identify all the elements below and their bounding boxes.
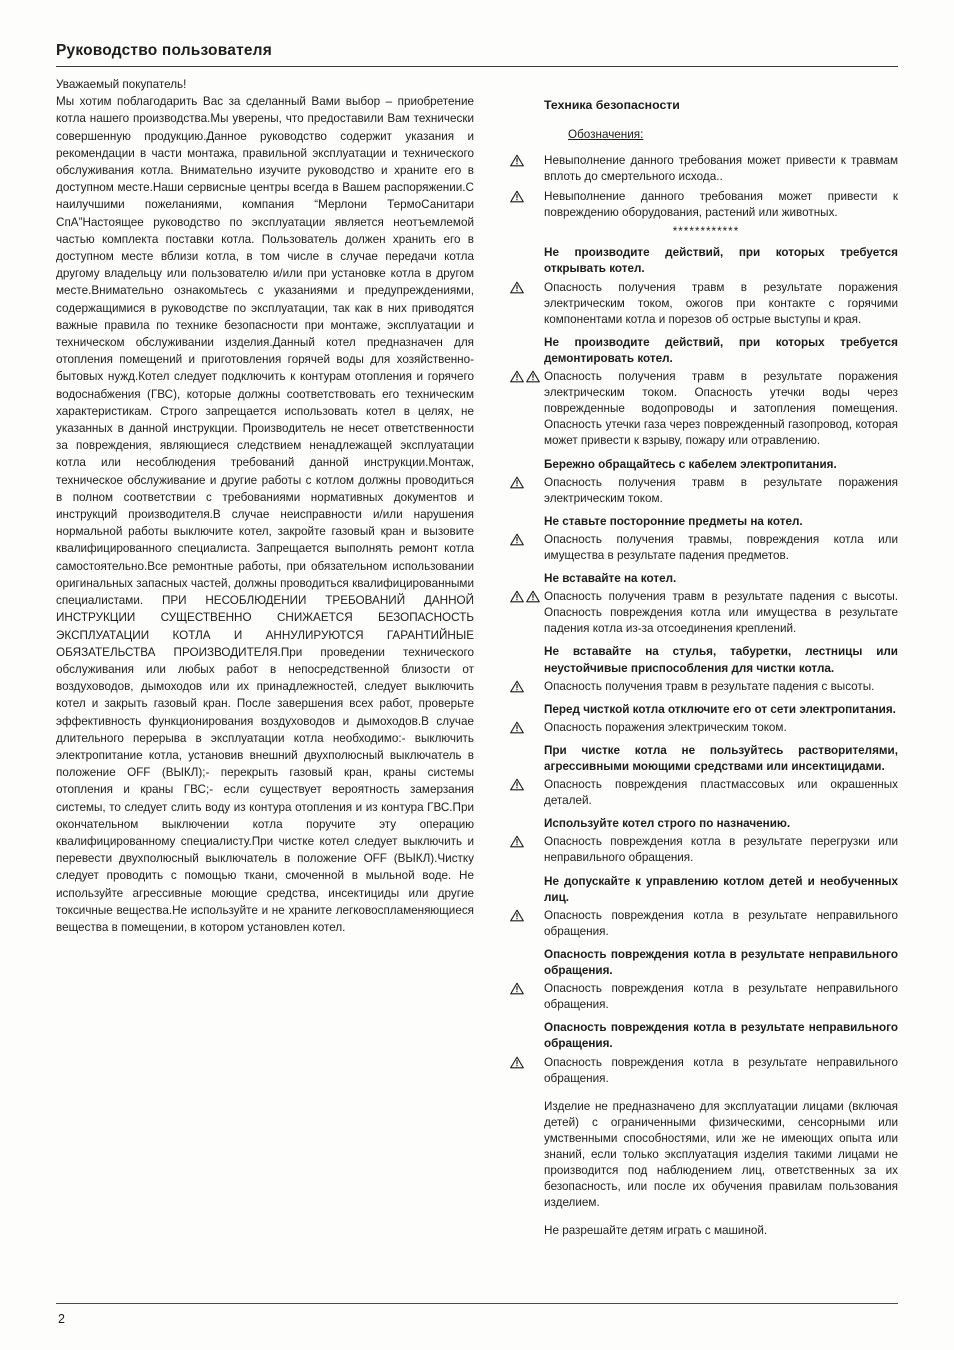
salutation-text: Уважаемый покупатель! (56, 78, 187, 91)
safety-items (510, 153, 898, 1239)
icon-gutter (510, 1020, 544, 1052)
warning-text: Опасность повреждения котла в результате неправильного обращения. (544, 908, 898, 938)
icon-gutter (510, 571, 544, 587)
warning-text: Невыполнение данного требования может привести к травмам вплоть до смертельного исхода.. (544, 154, 898, 184)
warning-text: Невыполнение данного требования может привести к повреждению оборудования, растений или животных. (544, 190, 898, 220)
instruction-text: Используйте котел строго по назначению. (544, 817, 791, 831)
warning-text: Опасность получения травмы, повреждения котла или имущества в результате падения предметов. (544, 532, 898, 562)
warning-item (510, 475, 898, 507)
instruction-item (510, 644, 898, 676)
instruction-text: Не ставьте посторонние предметы на котел. (544, 514, 803, 528)
warning-text: Опасность получения травм в результате поражения электрическим током. Опасность утечки воды через поврежденные водопроводы и затопления помещения. Опасность утечки газа через поврежденный газопровод, которая может привести к взрыву, пожару или отравлению. (544, 370, 898, 448)
warning-text: Опасность повреждения котла в результате неправильного обращения. (544, 1055, 898, 1085)
warning-item (510, 153, 898, 185)
warning-triangle-icon (526, 590, 540, 603)
separator-stars: ************ (672, 225, 740, 239)
warning-text: Опасность получения травм в результате падения с высоты. (544, 679, 875, 693)
warning-text: Опасность поражения электрическим током. (544, 720, 787, 734)
warning-triangle-icon (510, 590, 524, 603)
icon-gutter (510, 532, 544, 564)
warning-triangle-icon (510, 281, 524, 294)
warning-text: Опасность повреждения котла в результате перегрузки или неправильного обращения. (544, 835, 898, 865)
warning-triangle-icon (526, 370, 540, 383)
intro-body-text: Мы хотим поблагодарить Вас за сделанный Вами выбор – приобретение котла нашего производства.Мы уверены, что предоставили Вам технически совершенную продукцию.Данное руководство содержит указания и рекомендации в части монтажа, правильной эксплуатации и технического обслуживания котла. Внимательно изучите руководство и храните его в доступном месте.Наши сервисные центры всегда в Вашем распоряжении.С наилучшими пожеланиями, компания “Мерлони ТермоСанитари СпА”Настоящее руководство по эксплуатации является неотъемлемой частью комплекта поставки котла. Пользователь должен хранить его в доступном месте вблизи котла, в том числе в случае передачи котла другому владельцу или пользователю и/или при установке котла в другом месте.Внимательно ознакомьтесь с указаниями и предупреждениями, содержащимися в руководстве по эксплуатации, так как в них приводятся важные правила по технике безопасности при монтаже, эксплуатации и техническом обслуживании изделия.Данный котел предназначен для отопления помещений и приготовления горячей воды для хозяйственно-бытовых нужд.Котел следует подключить к контурам отопления и горячего водоснабжения (ГВС), которые должны соответствовать его техническим характеристикам. Строго запрещается использовать котел в целях, не указанных в данной инструкции. Производитель не несет ответственности за повреждения, являющиеся следствием ненадлежащей эксплуатации котла или несоблюдения требований данной инструкции.Монтаж, техническое обслуживание и другие работы с котлом должны проводиться в полном соответствии с требованиями нормативных документов и инструкций производителя.В случае неисправности и/или нарушения нормальной работы выключите котел, закройте газовый кран и вызовите квалифицированного специалиста. Запрещается выполнять ремонт котла самостоятельно.Все ремонтные работы, при обязательном использовании оригинальных запасных частей, должны проводиться квалифицированными специалистами. ПРИ НЕСОБЛЮДЕНИИ ТРЕБОВАНИЙ ДАННОЙ ИНСТРУКЦИИ СУЩЕСТВЕННО СНИЖАЕТСЯ БЕЗОПАСНОСТЬ ЭКСПЛУАТАЦИИ КОТЛА И АННУЛИРУЮТСЯ ГАРАНТИЙНЫЕ ОБЯЗАТЕЛЬСТВА ПРОИЗВОДИТЕЛЯ.При проведении технического обслуживания или любых работ в непосредственной близости от воздуховодов, дымоходов или их принадлежностей, следует выключить котел и закрыть газовый кран. После завершения всех работ, проверьте эффективность функционирования воздуховодов и дымоходов.В случае длительного перерыва в эксплуатации котла необходимо:- выключить электропитание котла, установив внешний двухполюсный выключатель в положение OFF (ВЫКЛ);- перекрыть газовый кран, краны системы отопления и краны ГВС;- если существует вероятность замерзания системы, то следует слить воду из контура отопления и из контура ГВС.При окончательном выключении котла поручите эту операцию квалифицированному специалисту.При чистке котел следует выключить и перевести двухполюсный выключатель в положение OFF (ВЫКЛ).Чистку следует проводить с помощью ткани, смоченной в мыльной воде. Не используйте агрессивные моющие средства, инсектициды или другие токсичные вещества.Не используйте и не храните легковоспламеняющиеся вещества в помещении, в котором установлен котел. (56, 95, 474, 934)
instruction-text: Не вставайте на котел. (544, 572, 677, 586)
paragraph-item (510, 1099, 898, 1212)
content-columns (56, 76, 898, 1243)
instruction-item (510, 1020, 898, 1052)
icon-gutter (510, 189, 544, 221)
icon-gutter (510, 777, 544, 809)
instruction-text: Опасность повреждения котла в результате неправильного обращения. (544, 947, 898, 978)
warning-triangle-icon (510, 778, 524, 791)
icon-gutter (510, 679, 544, 695)
icon-gutter (510, 947, 544, 979)
instruction-text: При чистке котла не пользуйтесь растворителями, агрессивными моющими средствами или инсектицидами. (544, 743, 898, 773)
icon-gutter (510, 981, 544, 1013)
paragraph-text: Не разрешайте детям играть с машиной. (544, 1224, 768, 1238)
warning-text: Опасность получения травм в результате поражения электрическим током, ожогов при контакте с горячими компонентами котла и порезов об острые выступы и края. (544, 280, 898, 326)
title-divider (56, 66, 898, 67)
legend-label: Обозначения: (568, 128, 644, 141)
warning-triangle-icon (510, 190, 524, 203)
instruction-item (510, 335, 898, 367)
warning-triangle-icon (510, 154, 524, 167)
warning-text: Опасность получения травм в результате поражения электрическим током. (544, 475, 898, 505)
instruction-item (510, 702, 898, 718)
warning-item (510, 1055, 898, 1087)
icon-gutter (510, 369, 544, 449)
warning-item (510, 280, 898, 328)
instruction-item (510, 947, 898, 979)
warning-item (510, 777, 898, 809)
icon-gutter (510, 874, 544, 906)
warning-text: Опасность повреждения котла в результате неправильного обращения. (544, 982, 898, 1012)
icon-gutter (510, 1099, 544, 1212)
icon-gutter (510, 589, 544, 637)
warning-item (510, 369, 898, 449)
icon-gutter (510, 245, 544, 277)
warning-item (510, 834, 898, 866)
icon-gutter (510, 514, 544, 530)
instruction-item (510, 457, 898, 473)
warning-triangle-icon (510, 476, 524, 489)
icon-gutter (510, 475, 544, 507)
instruction-item (510, 743, 898, 775)
safety-column (510, 76, 898, 1243)
warning-item (510, 720, 898, 736)
warning-item (510, 981, 898, 1013)
instruction-item (510, 245, 898, 277)
icon-gutter (510, 834, 544, 866)
paragraph-item (510, 1223, 898, 1239)
paragraph-text: Изделие не предназначено для эксплуатации лицами (включая детей) с ограниченными физическими, сенсорными или умственными способностями, или же не имеющих опыта или знаний, если только эксплуатация изделия такими лицами не производится под наблюдением лиц, ответственных за их безопасность, или после их обучения правилам пользования изделием. (544, 1099, 898, 1210)
warning-text: Опасность повреждения пластмассовых или окрашенных деталей. (544, 778, 898, 808)
icon-gutter (510, 153, 544, 185)
instruction-text: Опасность повреждения котла в результате неправильного обращения. (544, 1021, 898, 1051)
instruction-item (510, 874, 898, 906)
icon-gutter (510, 1223, 544, 1239)
warning-item (510, 189, 898, 221)
icon-gutter (510, 280, 544, 328)
instruction-text: Перед чисткой котла отключите его от сети электропитания. (544, 702, 896, 716)
icon-gutter (510, 457, 544, 473)
warning-item (510, 532, 898, 564)
icon-gutter (510, 816, 544, 832)
warning-triangle-icon (510, 1056, 524, 1069)
safety-heading: Техника безопасности (544, 98, 680, 112)
intro-column (56, 76, 474, 1243)
instruction-item (510, 816, 898, 832)
instruction-text: Не вставайте на стулья, табуретки, лестницы или неустойчивые приспособления для чистки котла. (544, 645, 898, 675)
instruction-text: Не допускайте к управлению котлом детей и необученных лиц. (544, 874, 898, 904)
page-title: Руководство пользователя (56, 42, 272, 59)
icon-gutter (510, 720, 544, 736)
warning-triangle-icon (510, 533, 524, 546)
warning-triangle-icon (510, 835, 524, 848)
warning-triangle-icon (510, 680, 524, 693)
instruction-text: Не производите действий, при которых требуется демонтировать котел. (544, 335, 898, 365)
icon-gutter (510, 908, 544, 940)
warning-item (510, 679, 898, 695)
warning-triangle-icon (510, 909, 524, 922)
warning-text: Опасность получения травм в результате падения с высоты. Опасность повреждения котла или имущества в результате падения котла из-за отсоединения креплений. (544, 590, 898, 636)
icon-gutter (510, 743, 544, 775)
warning-item (510, 589, 898, 637)
footer-divider (56, 1303, 898, 1304)
instruction-text: Бережно обращайтесь с кабелем электропитания. (544, 457, 837, 471)
warning-triangle-icon (510, 370, 524, 383)
icon-gutter (510, 644, 544, 676)
instruction-text: Не производите действий, при которых требуется открывать котел. (544, 246, 898, 276)
warning-triangle-icon (510, 721, 524, 734)
instruction-item (510, 571, 898, 587)
icon-gutter (510, 1055, 544, 1087)
icon-gutter (510, 335, 544, 367)
icon-gutter (510, 702, 544, 718)
warning-item (510, 908, 898, 940)
warning-triangle-icon (510, 982, 524, 995)
instruction-item (510, 514, 898, 530)
page-number: 2 (58, 1312, 65, 1326)
